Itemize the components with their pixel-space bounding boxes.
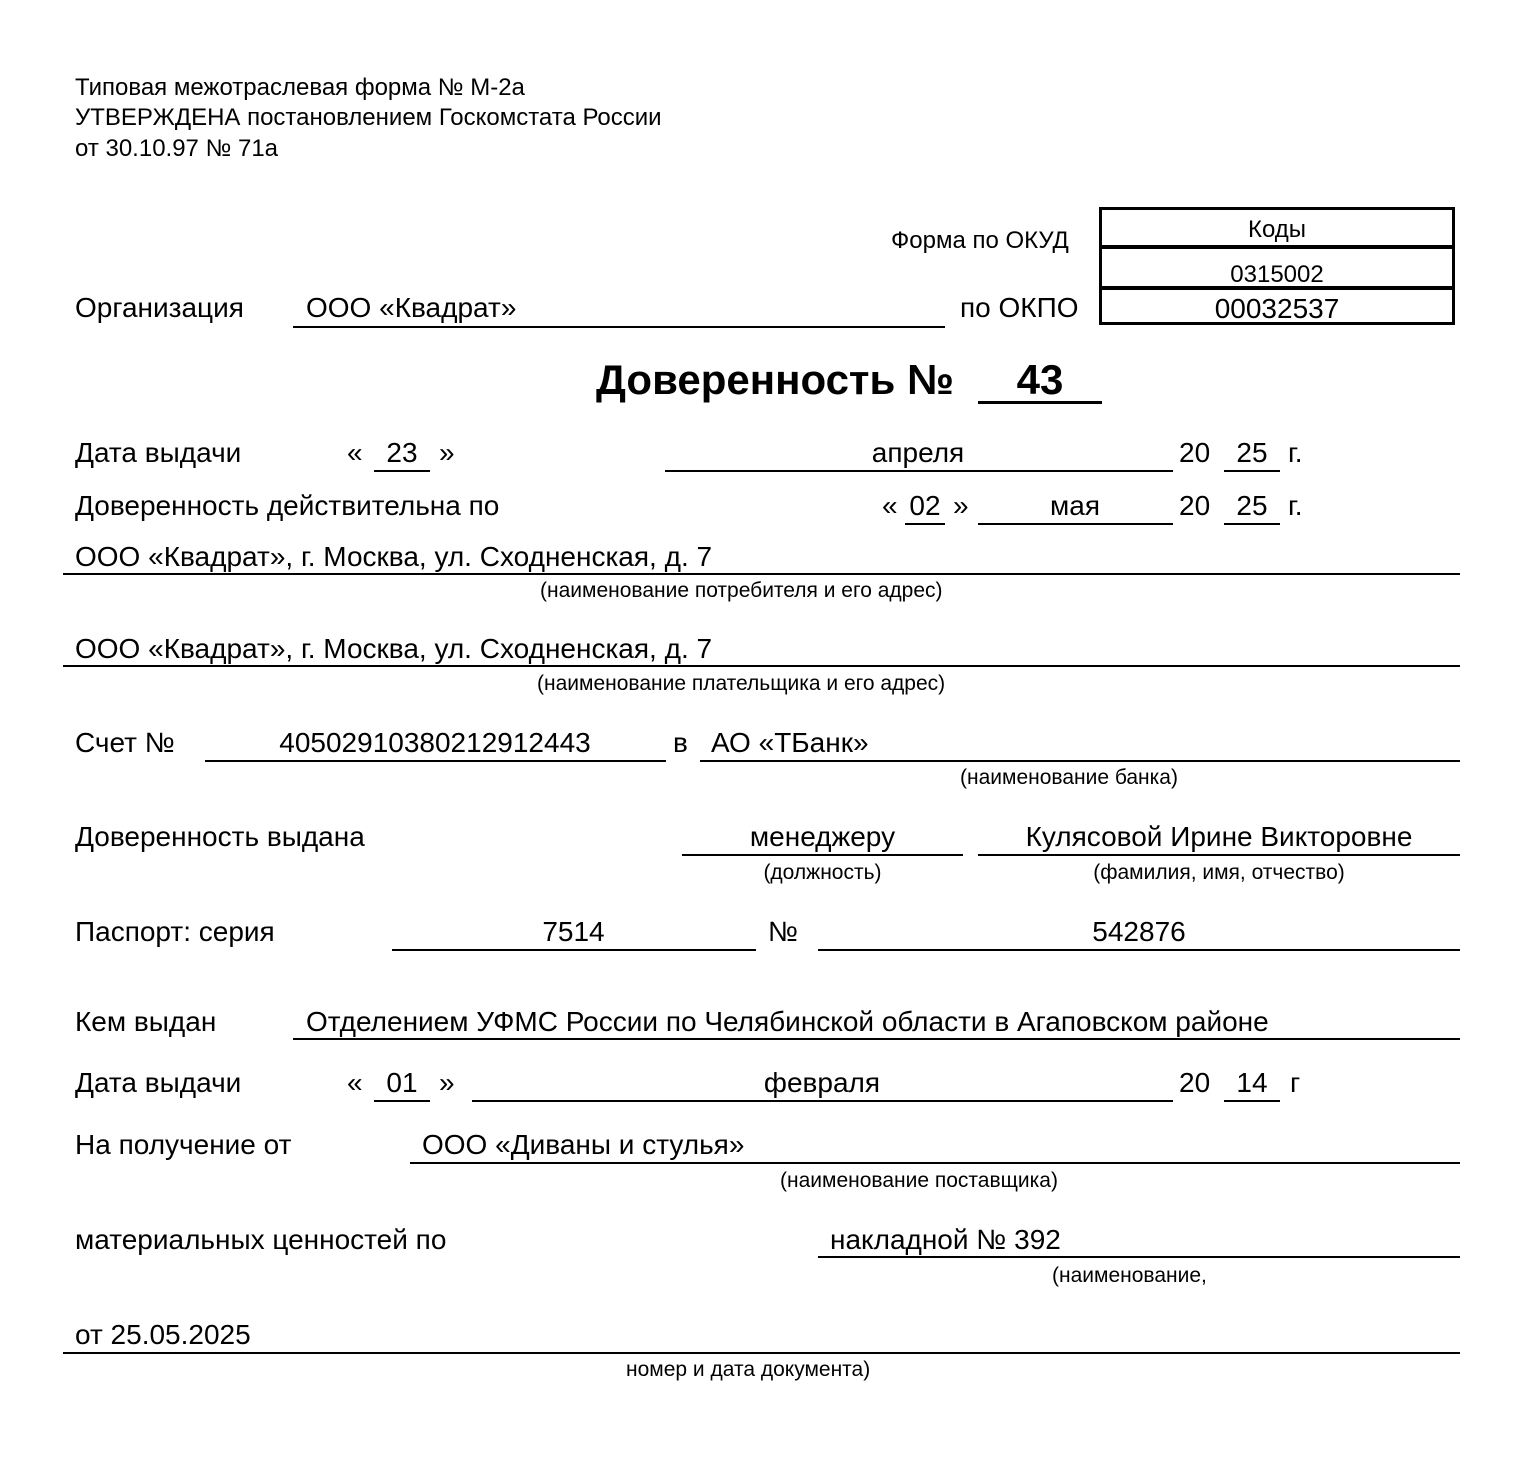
consumer-caption: (наименование потребителя и его адрес) <box>540 579 943 602</box>
issued-by-value[interactable]: Отделением УФМС России по Челябинской области в Агаповском районе <box>306 1006 1269 1037</box>
passport-number[interactable]: 542876 <box>1092 916 1186 947</box>
page-title: Доверенность № <box>596 356 954 403</box>
issue-year[interactable]: 25 <box>1236 437 1268 468</box>
valid-year[interactable]: 25 <box>1236 490 1268 521</box>
open-quote: « <box>347 1067 363 1098</box>
payer-caption: (наименование плательщика и его адрес) <box>537 672 946 695</box>
valid-month[interactable]: мая <box>1050 490 1100 521</box>
passport-year[interactable]: 14 <box>1236 1067 1268 1098</box>
valid-year-suffix: г. <box>1288 490 1303 521</box>
close-quote: » <box>953 490 969 521</box>
organization-value[interactable]: ООО «Квадрат» <box>306 292 517 323</box>
valid-century: 20 <box>1179 490 1211 521</box>
codes-divider <box>1099 286 1455 290</box>
okpo-value: 00032537 <box>1214 293 1340 324</box>
position-caption: (должность) <box>763 861 882 884</box>
document-number-underline <box>978 401 1102 404</box>
organization-label: Организация <box>75 292 244 323</box>
passport-date-label: Дата выдачи <box>75 1067 242 1098</box>
issued-by-underline <box>293 1038 1460 1040</box>
supplier-value[interactable]: ООО «Диваны и стулья» <box>422 1129 745 1160</box>
close-quote: » <box>439 437 455 468</box>
document-date-value[interactable]: от 25.05.2025 <box>75 1319 251 1350</box>
issued-by-label: Кем выдан <box>75 1006 217 1037</box>
issue-date-label: Дата выдачи <box>75 437 242 468</box>
issued-to-label: Доверенность выдана <box>75 821 365 852</box>
okpo-label: по ОКПО <box>960 292 1079 323</box>
account-number-underline <box>205 760 666 762</box>
issue-month-underline <box>665 470 1173 472</box>
materials-underline <box>818 1256 1460 1258</box>
issue-century: 20 <box>1179 437 1211 468</box>
person-name-caption: (фамилия, имя, отчество) <box>1093 861 1345 884</box>
issue-year-underline <box>1224 470 1280 472</box>
approval-date-line: от 30.10.97 № 71а <box>75 135 279 162</box>
valid-day-underline <box>905 523 945 525</box>
passport-month[interactable]: февраля <box>763 1067 881 1098</box>
codes-table <box>1099 207 1455 325</box>
passport-series-underline <box>392 949 756 951</box>
document-date-caption: номер и дата документа) <box>626 1358 871 1381</box>
issue-day-underline <box>374 470 430 472</box>
issue-month[interactable]: апреля <box>871 437 965 468</box>
account-number[interactable]: 40502910380212912443 <box>279 727 591 758</box>
supplier-label: На получение от <box>75 1129 292 1160</box>
consumer-value[interactable]: ООО «Квадрат», г. Москва, ул. Сходненская, д. 7 <box>75 541 713 572</box>
person-name-underline <box>978 854 1460 856</box>
consumer-underline <box>63 573 1460 575</box>
valid-until-label: Доверенность действительна по <box>75 490 500 521</box>
codes-divider <box>1099 245 1455 249</box>
bank-in-label: в <box>673 727 688 758</box>
account-label: Счет № <box>75 727 175 758</box>
payer-value[interactable]: ООО «Квадрат», г. Москва, ул. Сходненская, д. 7 <box>75 633 713 664</box>
person-name[interactable]: Кулясовой Ирине Викторовне <box>1025 821 1413 852</box>
passport-series[interactable]: 7514 <box>542 916 605 947</box>
passport-number-underline <box>818 949 1460 951</box>
okud-value: 0315002 <box>1230 261 1324 288</box>
document-number[interactable]: 43 <box>1016 356 1064 403</box>
passport-year-underline <box>1224 1100 1280 1102</box>
materials-label: материальных ценностей по <box>75 1224 447 1255</box>
close-quote: » <box>439 1067 455 1098</box>
valid-month-underline <box>978 523 1173 525</box>
codes-title: Коды <box>1247 216 1307 243</box>
issue-year-suffix: г. <box>1288 437 1303 468</box>
bank-underline <box>700 760 1460 762</box>
passport-year-suffix: г <box>1290 1067 1301 1098</box>
materials-document[interactable]: накладной № 392 <box>830 1224 1061 1255</box>
position-value[interactable]: менеджеру <box>749 821 896 852</box>
open-quote: « <box>347 437 363 468</box>
passport-century: 20 <box>1179 1067 1211 1098</box>
materials-caption: (наименование, <box>1052 1264 1207 1287</box>
passport-label: Паспорт: серия <box>75 916 275 947</box>
position-underline <box>682 854 963 856</box>
payer-underline <box>63 665 1460 667</box>
form-type-line: Типовая межотраслевая форма № М-2а <box>75 74 525 101</box>
approval-line: УТВЕРЖДЕНА постановлением Госкомстата России <box>75 104 662 131</box>
open-quote: « <box>882 490 898 521</box>
passport-month-underline <box>472 1100 1173 1102</box>
issue-day[interactable]: 23 <box>386 437 418 468</box>
valid-year-underline <box>1224 523 1280 525</box>
okud-label: Форма по ОКУД <box>891 227 1069 254</box>
supplier-underline <box>410 1162 1460 1164</box>
passport-day-underline <box>374 1100 430 1102</box>
organization-underline <box>293 326 945 328</box>
passport-day[interactable]: 01 <box>386 1067 418 1098</box>
valid-day[interactable]: 02 <box>909 490 941 521</box>
supplier-caption: (наименование поставщика) <box>780 1169 1058 1192</box>
bank-caption: (наименование банка) <box>960 766 1178 789</box>
bank-name[interactable]: АО «ТБанк» <box>711 727 869 758</box>
document-date-underline <box>63 1352 1460 1354</box>
passport-number-label: № <box>768 916 799 947</box>
